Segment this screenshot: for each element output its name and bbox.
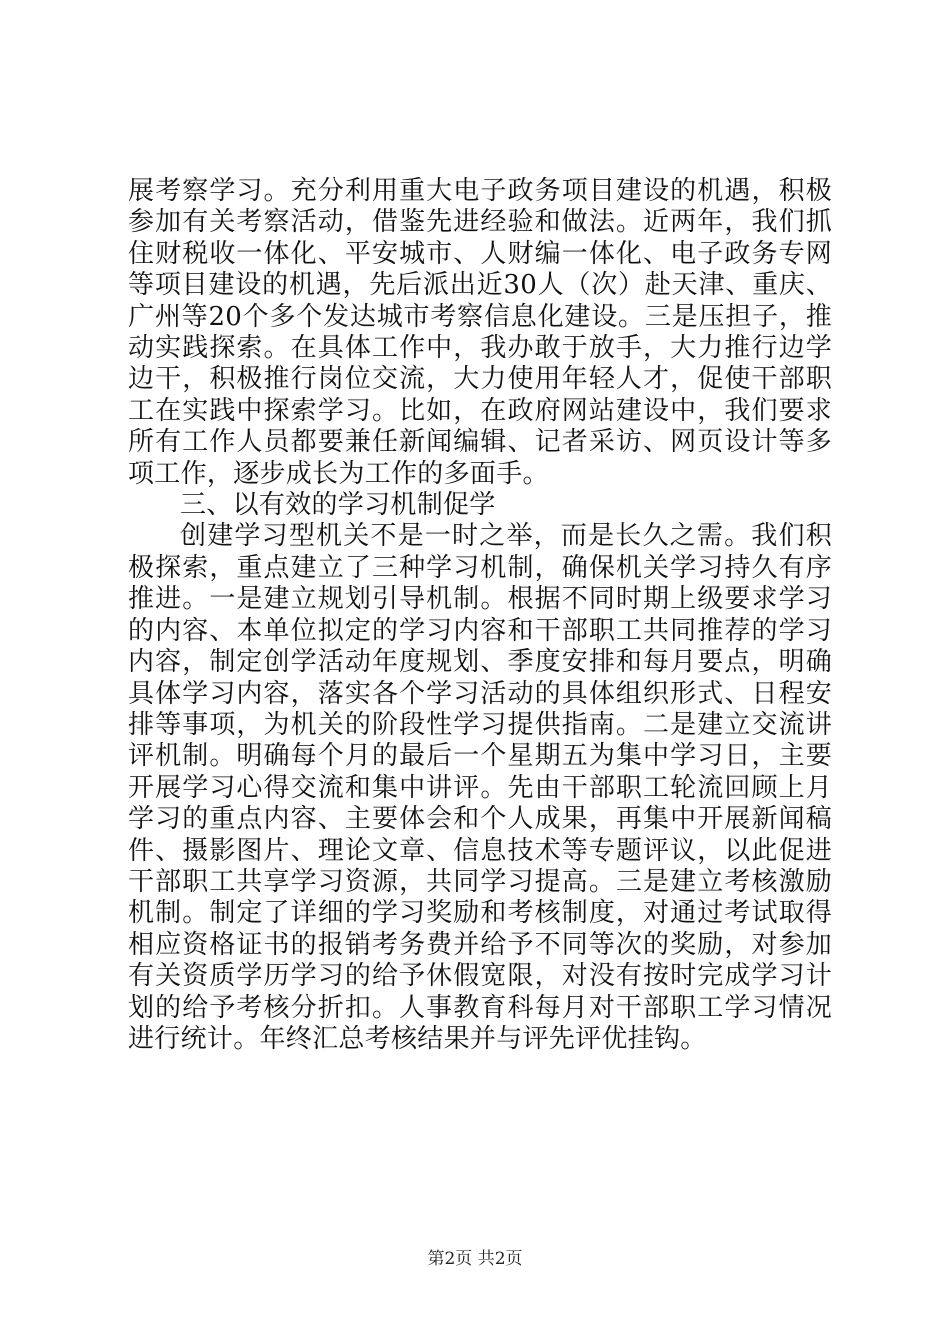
section-heading-3: 三、以有效的学习机制促学: [180, 490, 496, 521]
body-paragraph-1: 展考察学习。充分利用重大电子政务项目建设的机遇，积极参加有关考察活动，借鉴先进经验和做法。近两年，我们抓住财税收一体化、平安城市、人财编一体化、电子政务专网等项目建设的机遇，先后派出近30人（次）赴天津、重庆、广州等20个多个发达城市考察信息化建设。三是压担子，推动实践探索。在具体工作中，我办敢于放手，大力推行边学边干，积极推行岗位交流，大力使用年轻人才，促使干部职工在实践中探索学习。比如，在政府网站建设中，我们要求所有工作人员都要兼任新闻编辑、记者采访、网页设计等多项工作，逐步成长为工作的多面手。: [128, 176, 832, 489]
page-footer: [0, 1244, 950, 1269]
page-number: 第2页 共2页: [427, 1249, 523, 1269]
body-paragraph-2: 创建学习型机关不是一时之举，而是长久之需。我们积极探索，重点建立了三种学习机制，确保机关学习持久有序推进。一是建立规划引导机制。根据不同时期上级要求学习的内容、本单位拟定的学习内容和干部职工共同推荐的学习内容，制定创学活动年度规划、季度安排和每月要点，明确具体学习内容，落实各个学习活动的具体组织形式、日程安排等事项，为机关的阶段性学习提供指南。二是建立交流讲评机制。明确每个月的最后一个星期五为集中学习日，主要开展学习心得交流和集中讲评。先由干部职工轮流回顾上月学习的重点内容、主要体会和个人成果，再集中开展新闻稿件、摄影图片、理论文章、信息技术等专题评议，以此促进干部职工共享学习资源，共同学习提高。三是建立考核激励机制。制定了详细的学习奖励和考核制度，对通过考试取得相应资格证书的报销考务费并给予不同等次的奖励，对参加有关资质学历学习的给予休假宽限，对没有按时完成学习计划的给予考核分折扣。人事教育科每月对干部职工学习情况进行统计。年终汇总考核结果并与评先评优挂钩。: [128, 521, 832, 1054]
document-body: [128, 176, 832, 1055]
